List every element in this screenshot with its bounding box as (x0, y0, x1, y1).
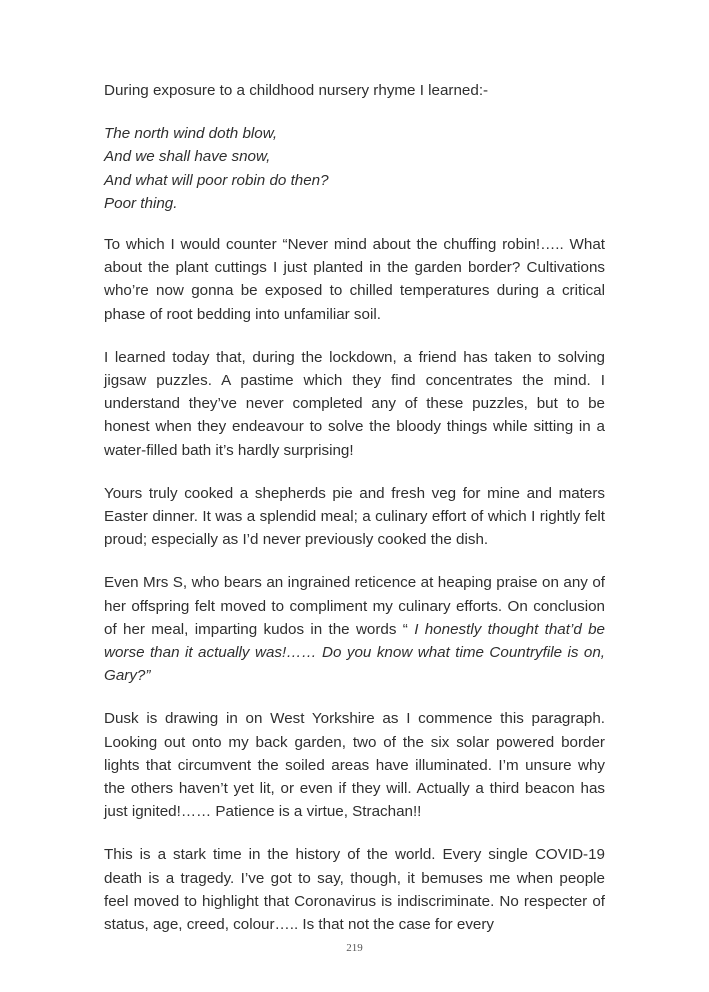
rhyme-line: The north wind doth blow, (104, 125, 278, 143)
mrs-s-text: Even Mrs S, who bears an ingrained reticence at heaping praise on any of her offspring felt moved to compliment my culinary efforts. On conclusion of her meal, imparting kudos in the words “ (104, 574, 605, 638)
rhyme-line: Poor thing. (104, 194, 178, 212)
intro-paragraph: During exposure to a childhood nursery rhyme I learned:- (104, 82, 489, 99)
paragraph-covid: This is a stark time in the history of the world. Every single COVID-19 death is a tragedy. I’ve got to say, though, it bemuses me when people feel moved to highlight that Coronavirus is indiscriminate. No respecter of status, age, creed, colour….. Is that not the case for every (104, 846, 605, 934)
mrs-s-quote: I honestly thought that’d be worse than it actually was!…… Do you know what time Countryfile is on, Gary?” (104, 620, 605, 685)
paragraph-jigsaw: I learned today that, during the lockdown, a friend has taken to solving jigsaw puzzles. A pastime which they find concentrates the mind. I understand they’ve never completed any of these puzzles, but to be honest when they endeavour to solve the bloody things while sitting in a water-filled bath it’s hardly surprising! (104, 348, 605, 459)
paragraph-dusk: Dusk is drawing in on West Yorkshire as I commence this paragraph. Looking out onto my back garden, two of the six solar powered border lights that circumvent the soiled areas have illuminated. I’m unsure why the others haven’t yet lit, or even if they will. Actually a third beacon has just ignited!…… Patience is a virtue, Strachan!! (104, 710, 605, 821)
page-body (104, 79, 605, 956)
nursery-rhyme (104, 122, 605, 215)
paragraph-robin: To which I would counter “Never mind about the chuffing robin!….. What about the plant cuttings I just planted in the garden border? Cultivations who’re now gonna be exposed to chilled temperatures during a critical phase of root bedding into unfamiliar soil. (104, 236, 605, 323)
paragraph-mrs-s (104, 571, 605, 687)
rhyme-line: And what will poor robin do then? (104, 171, 329, 189)
rhyme-line: And we shall have snow, (104, 148, 271, 166)
page-number: 219 (346, 942, 363, 954)
paragraph-shepherds-pie: Yours truly cooked a shepherds pie and fresh veg for mine and maters Easter dinner. It was a splendid meal; a culinary effort of which I rightly felt proud; especially as I’d never previously cooked the dish. (104, 484, 605, 549)
